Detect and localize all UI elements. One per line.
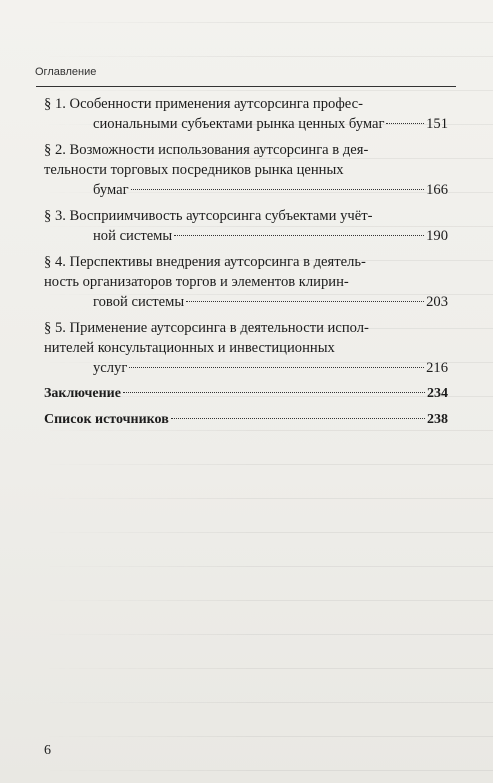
- toc-entry-text: услуг: [93, 360, 128, 376]
- toc-entry-line: § 4. Перспективы внедрения аутсорсинга в деятель-: [44, 254, 366, 270]
- toc-entry-text: говой системы: [93, 294, 185, 310]
- page-number: 6: [44, 743, 51, 758]
- toc-entry-line: нителей консультационных и инвестиционных: [44, 340, 335, 356]
- header-rule: [36, 86, 456, 87]
- toc-entry-text: Список источников: [44, 412, 169, 427]
- toc-entry-conclusion[interactable]: [44, 384, 448, 404]
- toc-entry-sources[interactable]: [44, 410, 448, 430]
- running-header: Оглавление: [35, 66, 97, 78]
- toc-entry-section-5[interactable]: [44, 318, 448, 378]
- dot-leader: [123, 392, 425, 393]
- dot-leader: [131, 189, 425, 190]
- dot-leader: [186, 301, 424, 302]
- toc-page-number: 216: [426, 360, 448, 376]
- toc-entry-section-2[interactable]: [44, 140, 448, 200]
- toc-page-number: 151: [426, 116, 448, 132]
- dot-leader: [129, 367, 424, 368]
- toc-entry-line: § 2. Возможности использования аутсорсинга в дея-: [44, 142, 369, 158]
- toc-entry-last-line: [44, 226, 448, 246]
- dot-leader: [171, 418, 425, 419]
- toc-entry-line: § 1. Особенности применения аутсорсинга профес-: [44, 96, 363, 112]
- toc-page-number: 238: [427, 412, 448, 427]
- toc-page-number: 166: [426, 182, 448, 198]
- dot-leader: [174, 235, 424, 236]
- toc-entry-text: бумаг: [93, 182, 129, 198]
- toc-entry-last-line: [44, 384, 448, 404]
- toc-entry-last-line: [44, 410, 448, 430]
- toc-entry-text: Заключение: [44, 386, 121, 401]
- table-of-contents: [44, 94, 448, 436]
- toc-entry-line: ность организаторов торгов и элементов клирин-: [44, 274, 349, 290]
- toc-entry-line: тельности торговых посредников рынка ценных: [44, 162, 344, 178]
- toc-entry-last-line: [44, 180, 448, 200]
- toc-entry-section-4[interactable]: [44, 252, 448, 312]
- toc-entry-last-line: [44, 292, 448, 312]
- toc-entry-text: ной системы: [93, 228, 173, 244]
- toc-page-number: 234: [427, 386, 448, 401]
- toc-entry-line: § 5. Применение аутсорсинга в деятельности испол-: [44, 320, 369, 336]
- toc-page-number: 203: [426, 294, 448, 310]
- toc-entry-line: § 3. Восприимчивость аутсорсинга субъектами учёт-: [44, 208, 373, 224]
- toc-entry-text: сиональными субъектами рынка ценных бумаг: [93, 116, 385, 132]
- toc-entry-last-line: [44, 114, 448, 134]
- toc-entry-section-1[interactable]: [44, 94, 448, 134]
- toc-entry-section-3[interactable]: [44, 206, 448, 246]
- toc-page-number: 190: [426, 228, 448, 244]
- toc-entry-last-line: [44, 358, 448, 378]
- dot-leader: [386, 123, 424, 124]
